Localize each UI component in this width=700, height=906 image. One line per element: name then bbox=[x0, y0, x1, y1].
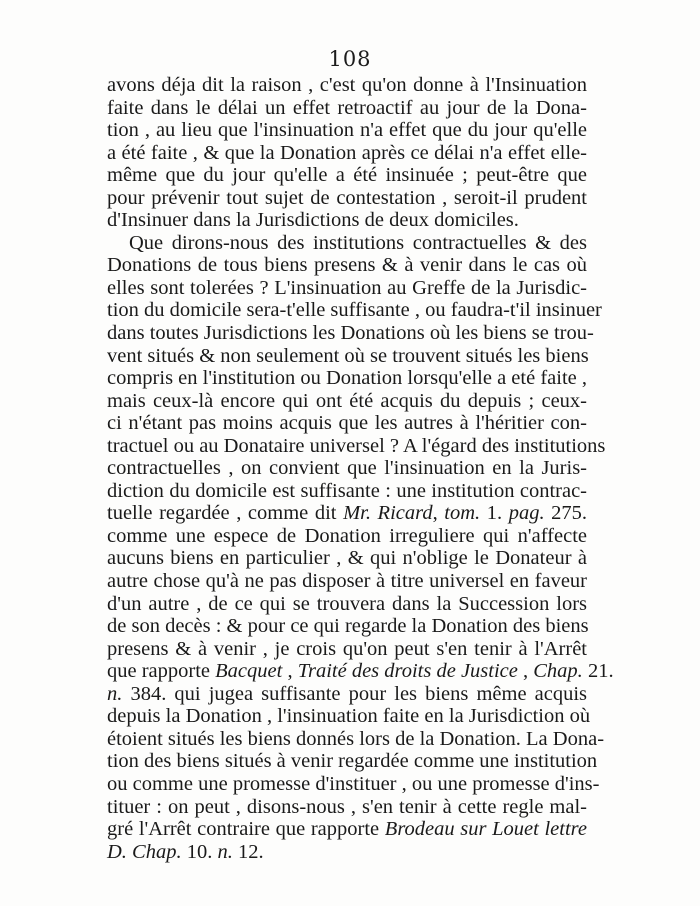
text-line: gré l'Arrêt contraire que rapporte Brodeau sur Louet lettre bbox=[107, 818, 587, 841]
text-line: n. 384. qui jugea suffisante pour les biens même acquis bbox=[107, 682, 587, 705]
text-line: comme une espece de Donation irreguliere qui n'affecte bbox=[107, 524, 587, 547]
text-line: aucuns biens en particulier , & qui n'oblige le Donateur à bbox=[107, 547, 587, 570]
text-line: contractuelles , on convient que l'insinuation en la Juris- bbox=[107, 457, 587, 480]
text-line: presens & à venir , je crois qu'on peut s'en tenir à l'Arrêt bbox=[107, 637, 587, 660]
text-line: même que du jour qu'elle a été insinuée ; peut-être que bbox=[107, 164, 587, 187]
text-line: tuelle regardée , comme dit Mr. Ricard, tom. 1. pag. 275. bbox=[107, 502, 588, 525]
text-line: diction du domicile est suffisante : une institution contrac- bbox=[107, 479, 587, 502]
text-line: compris en l'institution ou Donation lorsqu'elle a eté faite , bbox=[107, 367, 587, 390]
text-line: de son decès : & pour ce qui regarde la Donation des biens bbox=[107, 615, 589, 638]
text-line: d'un autre , de ce qui se trouvera dans la Succession lors bbox=[107, 592, 587, 615]
text-line: avons déja dit la raison , c'est qu'on donne à l'Insinuation bbox=[107, 74, 587, 96]
body-text bbox=[107, 74, 614, 863]
text-line: Donations de tous biens presens & à venir dans le cas où bbox=[107, 254, 587, 277]
text-line: depuis la Donation , l'insinuation faite en la Jurisdiction où bbox=[107, 705, 591, 728]
text-line: elles sont tolerées ? L'insinuation au Greffe de la Jurisdic- bbox=[107, 276, 587, 299]
text-line: tractuel ou au Donataire universel ? A l'égard des institutions bbox=[107, 434, 606, 457]
text-line: Que dirons-nous des institutions contractuelles & des bbox=[129, 231, 587, 254]
text-line: dans toutes Jurisdictions les Donations où les biens se trou- bbox=[107, 322, 594, 345]
text-line: faite dans le délai un effet retroactif au jour de la Dona- bbox=[107, 96, 587, 119]
page-number: 108 bbox=[328, 47, 372, 71]
text-line: a été faite , & que la Donation après ce délai n'a effet elle- bbox=[107, 141, 587, 164]
text-line: tion , au lieu que l'insinuation n'a effet que du jour qu'elle bbox=[107, 119, 587, 142]
text-line: d'Insinuer dans la Jurisdictions de deux domiciles. bbox=[107, 209, 519, 232]
text-line: vent situés & non seulement où se trouvent situés les biens bbox=[107, 344, 589, 367]
text-line: ci n'étant pas moins acquis que les autres à l'héritier con- bbox=[107, 412, 587, 435]
text-line: ou comme une promesse d'instituer , ou une promesse d'ins- bbox=[107, 772, 600, 795]
text-line: que rapporte Bacquet , Traité des droits de Justice , Chap. 21. bbox=[107, 660, 614, 683]
text-line: tion des biens situés à venir regardée comme une institution bbox=[107, 750, 598, 773]
text-line: pour prévenir tout sujet de contestation , seroit-il prudent bbox=[107, 186, 587, 209]
text-line: D. Chap. 10. n. 12. bbox=[107, 840, 264, 863]
text-line: tituer : on peut , disons-nous , s'en tenir à cette regle mal- bbox=[107, 795, 587, 818]
text-line: mais ceux-là encore qui ont été acquis du depuis ; ceux- bbox=[107, 389, 587, 412]
text-line: autre chose qu'à ne pas disposer à titre universel en faveur bbox=[107, 570, 587, 593]
text-line: tion du domicile sera-t'elle suffisante , ou faudra-t'il insinuer bbox=[107, 299, 602, 322]
text-line: étoient situés les biens donnés lors de la Donation. La Dona- bbox=[107, 727, 605, 750]
